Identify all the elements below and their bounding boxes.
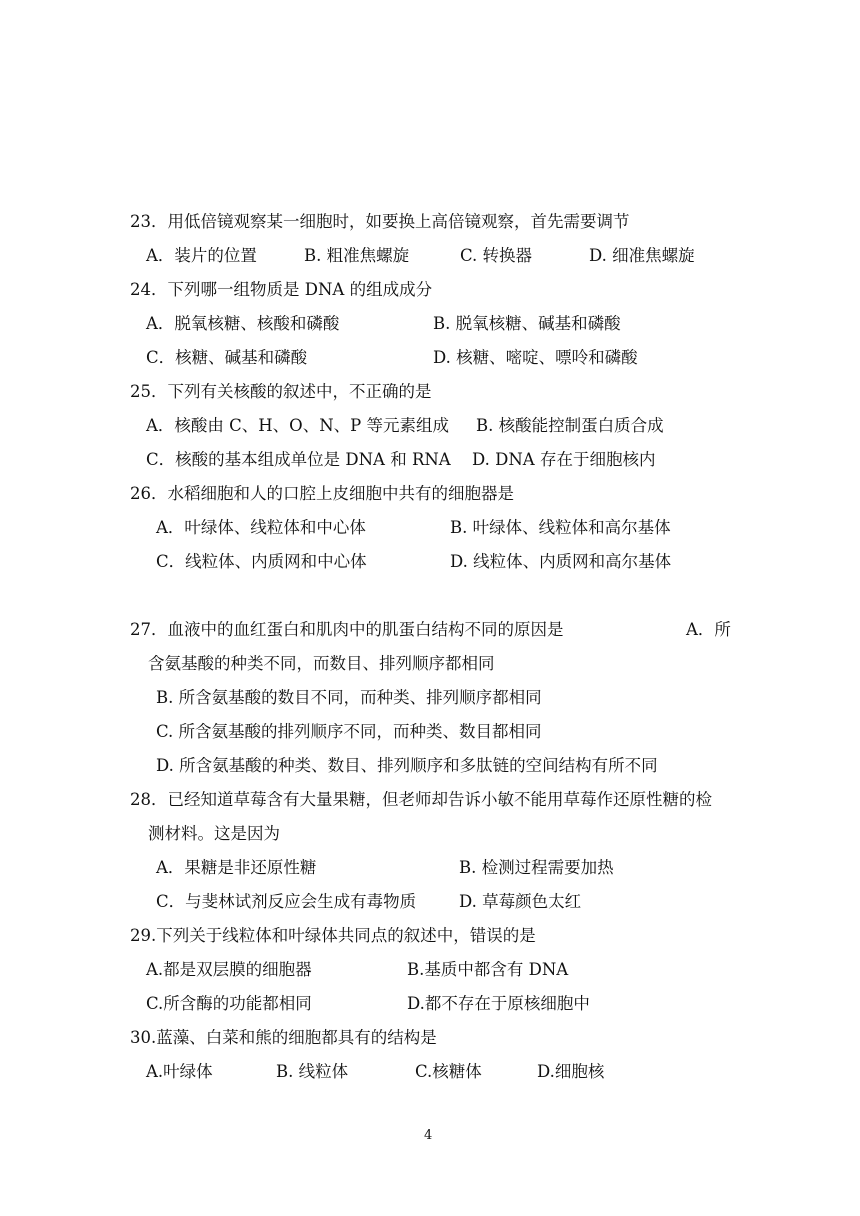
question-28-stem-line1: 28．已经知道草莓含有大量果糖，但老师却告诉小敏不能用草莓作还原性糖的检	[130, 790, 712, 809]
q25-option-b: B. 核酸能控制蛋白质合成	[476, 416, 664, 435]
question-23-stem: 23．用低倍镜观察某一细胞时，如要换上高倍镜观察，首先需要调节	[130, 212, 630, 231]
q28-option-c: C．与斐林试剂反应会生成有毒物质	[156, 892, 417, 911]
q27-option-a-head: A．所	[686, 620, 731, 639]
question-30-stem: 30.蓝藻、白菜和熊的细胞都具有的结构是	[130, 1028, 437, 1047]
q29-option-c: C.所含酶的功能都相同	[146, 994, 312, 1013]
q23-option-a: A．装片的位置	[146, 246, 257, 265]
q30-option-b: B. 线粒体	[276, 1062, 349, 1081]
question-24-stem: 24．下列哪一组物质是 DNA 的组成成分	[130, 280, 433, 299]
q23-option-c: C. 转换器	[460, 246, 533, 265]
q29-option-a: A.都是双层膜的细胞器	[146, 960, 312, 979]
q24-option-b: B. 脱氧核糖、碱基和磷酸	[433, 314, 621, 333]
question-26-stem: 26．水稻细胞和人的口腔上皮细胞中共有的细胞器是	[130, 484, 514, 503]
q28-option-a: A．果糖是非还原性糖	[156, 858, 317, 877]
q24-option-c: C．核糖、碱基和磷酸	[146, 348, 308, 367]
q24-option-a: A．脱氧核糖、核酸和磷酸	[146, 314, 340, 333]
q26-option-c: C．线粒体、内质网和中心体	[156, 552, 367, 571]
q27-option-b: B. 所含氨基酸的数目不同，而种类、排列顺序都相同	[156, 688, 542, 707]
q26-option-d: D. 线粒体、内质网和高尔基体	[450, 552, 672, 571]
q23-option-d: D. 细准焦螺旋	[589, 246, 695, 265]
q29-option-b: B.基质中都含有 DNA	[407, 960, 569, 979]
q30-option-d: D.细胞核	[537, 1062, 605, 1081]
q29-option-d: D.都不存在于原核细胞中	[407, 994, 590, 1013]
page-number: 4	[424, 1128, 433, 1143]
q27-option-d: D. 所含氨基酸的种类、数目、排列顺序和多肽链的空间结构有所不同	[156, 756, 658, 775]
q26-option-b: B. 叶绿体、线粒体和高尔基体	[450, 518, 671, 537]
question-28-stem-line2: 测材料。这是因为	[148, 824, 280, 843]
q23-option-b: B. 粗准焦螺旋	[304, 246, 410, 265]
q27-option-c: C. 所含氨基酸的排列顺序不同，而种类、数目都相同	[156, 722, 542, 741]
q30-option-c: C.核糖体	[415, 1062, 482, 1081]
q28-option-b: B. 检测过程需要加热	[459, 858, 614, 877]
q28-option-d: D. 草莓颜色太红	[459, 892, 582, 911]
q25-option-c: C．核酸的基本组成单位是 DNA 和 RNA	[146, 450, 451, 469]
q30-option-a: A.叶绿体	[146, 1062, 213, 1081]
q27-option-a-tail: 含氨基酸的种类不同，而数目、排列顺序都相同	[148, 654, 495, 673]
q25-option-d: D. DNA 存在于细胞核内	[472, 450, 656, 469]
question-27-stem: 27．血液中的血红蛋白和肌肉中的肌蛋白结构不同的原因是	[130, 620, 564, 639]
q26-option-a: A．叶绿体、线粒体和中心体	[156, 518, 366, 537]
q25-option-a: A．核酸由 C、H、O、N、P 等元素组成	[146, 416, 449, 435]
question-29-stem: 29.下列关于线粒体和叶绿体共同点的叙述中，错误的是	[130, 926, 536, 945]
q24-option-d: D. 核糖、嘧啶、嘌呤和磷酸	[433, 348, 638, 367]
question-25-stem: 25．下列有关核酸的叙述中，不正确的是	[130, 382, 432, 401]
